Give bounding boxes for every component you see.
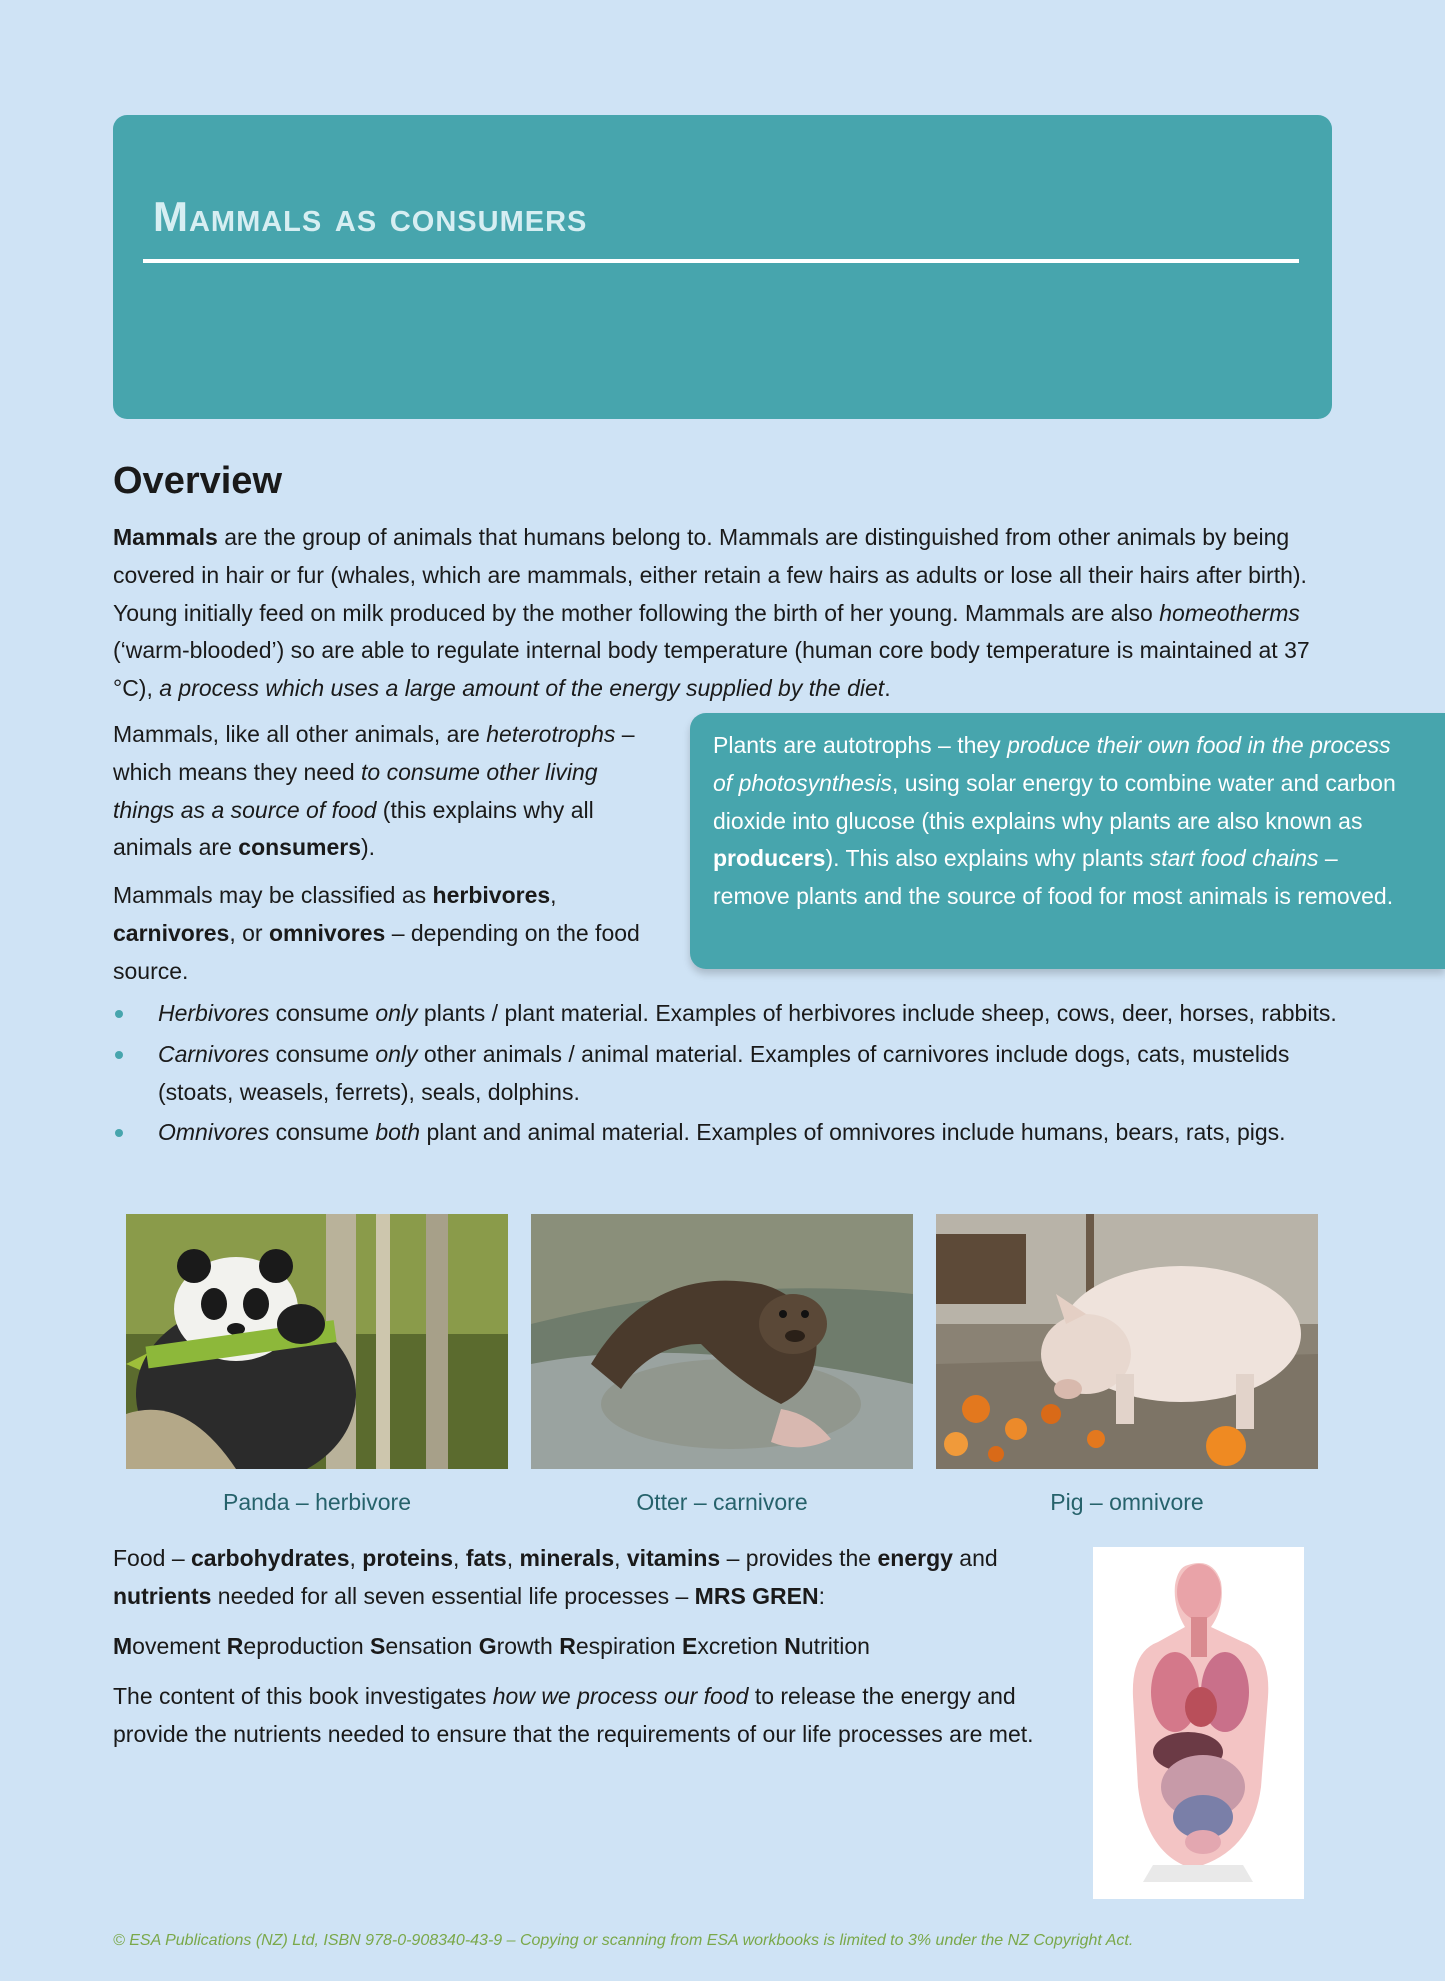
term-heterotrophs: heterotrophs — [486, 721, 616, 747]
heterotrophs-paragraph: Mammals, like all other animals, are heterotrophs – which means they need to consume other living things as a source of food (this explains why all animals are consumers). — [113, 721, 635, 861]
food-paragraph: Food – carbohydrates, proteins, fats, minerals, vitamins – provides the energy and nutrients needed for all seven essential life processes – MRS GREN: — [113, 1545, 998, 1609]
list-item-carnivores: Carnivores consume only other animals / animal material. Examples of carnivores include dogs, cats, mustelids (stoats, weasels, ferrets), seals, dolphins. — [113, 1036, 1353, 1112]
header-rule — [143, 259, 1299, 263]
callout-text: Plants are autotrophs – they produce their own food in the process of photosynthesis, using solar energy to combine water and carbon dioxide into glucose (this explains why plants are also known as producers). This also explains why plants start food chains – remove plants and the source of food for most animals is removed. — [713, 732, 1396, 910]
autotrophs-callout — [690, 713, 1445, 969]
panda-photo — [126, 1214, 508, 1469]
term-mammals: Mammals — [113, 524, 218, 550]
page-title: Mammals as consumers — [153, 193, 588, 240]
list-item-herbivores: Herbivores consume only plants / plant material. Examples of herbivores include sheep, cows, deer, horses, rabbits. — [113, 995, 1353, 1033]
mrs-gren-line: Movement Reproduction Sensation Growth Respiration Excretion Nutrition — [113, 1633, 870, 1659]
otter-photo — [531, 1214, 913, 1469]
content-paragraph: The content of this book investigates how we process our food to release the energy and provide the nutrients needed to ensure that the requirements of our life processes are met. — [113, 1683, 1034, 1747]
classification-paragraph: Mammals may be classified as herbivores, carnivores, or omnivores – depending on the food source. — [113, 882, 640, 984]
pig-caption: Pig – omnivore — [1050, 1489, 1204, 1515]
copyright-footer: © ESA Publications (NZ) Ltd, ISBN 978-0-908340-43-9 – Copying or scanning from ESA workbooks is limited to 3% under the NZ Copyright Act. — [113, 1932, 1134, 1949]
overview-heading: Overview — [113, 460, 282, 502]
header-banner — [113, 115, 1332, 419]
intro-paragraph: Mammals are the group of animals that humans belong to. Mammals are distinguished from other animals by being covered in hair or fur (whales, which are mammals, either retain a few hairs as adults or lose all their hairs after birth). Young initially feed on milk produced by the mother following the birth of her young. Mammals are also homeotherms (‘warm-blooded’) so are able to regulate internal body temperature (human core body temperature is maintained at 37 °C), a process which uses a large amount of the energy supplied by the diet. — [113, 524, 1310, 702]
consumer-types-list — [113, 995, 1353, 1155]
panda-caption: Panda – herbivore — [223, 1489, 411, 1515]
pig-photo — [936, 1214, 1318, 1469]
term-homeotherms: homeotherms — [1159, 599, 1300, 626]
torso-model-photo — [1093, 1547, 1304, 1899]
otter-caption: Otter – carnivore — [636, 1489, 808, 1515]
list-item-omnivores: Omnivores consume both plant and animal material. Examples of omnivores include humans, bears, rats, pigs. — [113, 1114, 1353, 1152]
term-consumers: consumers — [238, 834, 361, 861]
term-producers: producers — [713, 845, 826, 872]
